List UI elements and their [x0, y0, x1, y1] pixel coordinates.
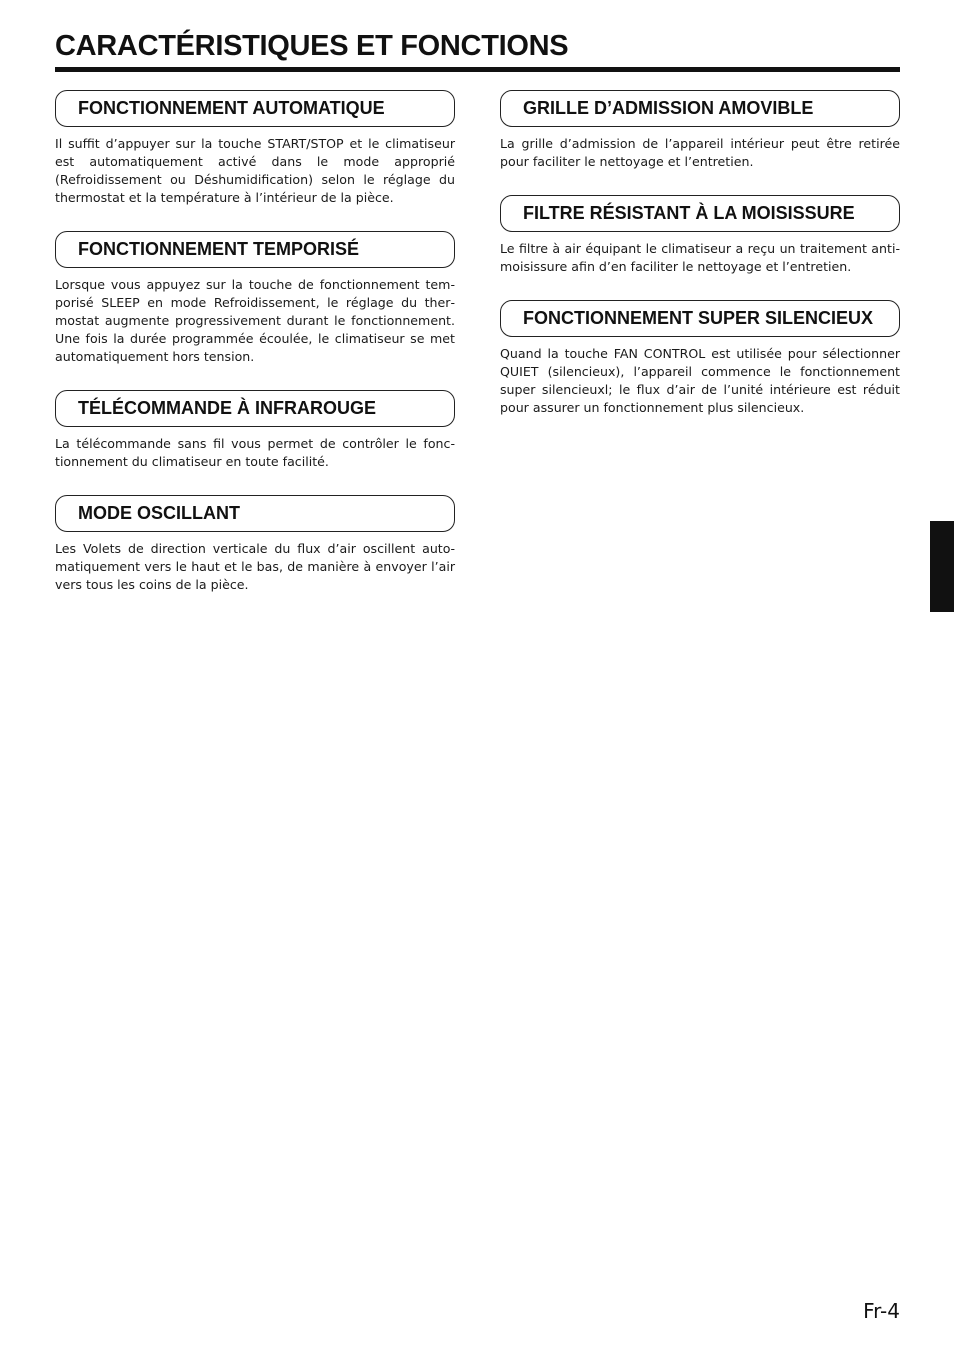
- section-heading: FILTRE RÉSISTANT À LA MOISISSURE: [500, 195, 900, 232]
- title-rule: [55, 67, 900, 72]
- section-text: Le filtre à air équipant le climatiseur a reçu un traitement anti-moisissure afin d’en faciliter le nettoyage et l’entretien.: [500, 241, 900, 274]
- section-heading: MODE OSCILLANT: [55, 495, 455, 532]
- section-text: Les Volets de direction verticale du flux d’air oscillent automatiquement vers le haut et le bas, de manière à envoyer l’air vers tous les coins de la pièce.: [55, 541, 455, 592]
- section-automatic-operation: [55, 90, 455, 207]
- section-text: Il suffit d’appuyer sur la touche START/STOP et le climatiseur est automatiquement activé dans le mode approprié (Refroidissement ou Déshumidification) selon le réglage du thermostat et la température à l’intérieur de la pièce.: [55, 136, 455, 205]
- section-heading: FONCTIONNEMENT SUPER SILENCIEUX: [500, 300, 900, 337]
- section-timer-operation: [55, 231, 455, 366]
- page-title: CARACTÉRISTIQUES ET FONCTIONS: [55, 30, 569, 62]
- section-text: Lorsque vous appuyez sur la touche de fonctionnement temporisé SLEEP en mode Refroidissement, le réglage du thermostat augmente progressivement durant le fonctionnement. Une fois la durée programmée écoulée, le climatiseur se met automatiquement hors tension.: [55, 277, 455, 364]
- language-side-tab: [930, 521, 954, 612]
- section-text: La télécommande sans fil vous permet de contrôler le fonctionnement du climatiseur en toute facilité.: [55, 436, 455, 469]
- section-super-quiet-operation: [500, 300, 900, 417]
- section-heading: FONCTIONNEMENT TEMPORISÉ: [55, 231, 455, 268]
- section-text: Quand la touche FAN CONTROL est utilisée pour sélectionner QUIET (silencieux), l’appareil commence le fonctionnement super silencieuxl; le flux d’air de l’unité intérieure est réduit pour assurer un fonctionnement plus silencieux.: [500, 346, 900, 415]
- section-text: La grille d’admission de l’appareil intérieur peut être retirée pour faciliter le nettoyage et l’entretien.: [500, 136, 900, 169]
- section-heading: GRILLE D’ADMISSION AMOVIBLE: [500, 90, 900, 127]
- section-swing-mode: [55, 495, 455, 594]
- section-infrared-remote: [55, 390, 455, 471]
- section-mold-resistant-filter: [500, 195, 900, 276]
- section-heading: FONCTIONNEMENT AUTOMATIQUE: [55, 90, 455, 127]
- left-column: [55, 90, 455, 618]
- right-column: [500, 90, 900, 441]
- section-heading: TÉLÉCOMMANDE À INFRAROUGE: [55, 390, 455, 427]
- page-number: Fr-4: [863, 1299, 900, 1323]
- section-removable-grille: [500, 90, 900, 171]
